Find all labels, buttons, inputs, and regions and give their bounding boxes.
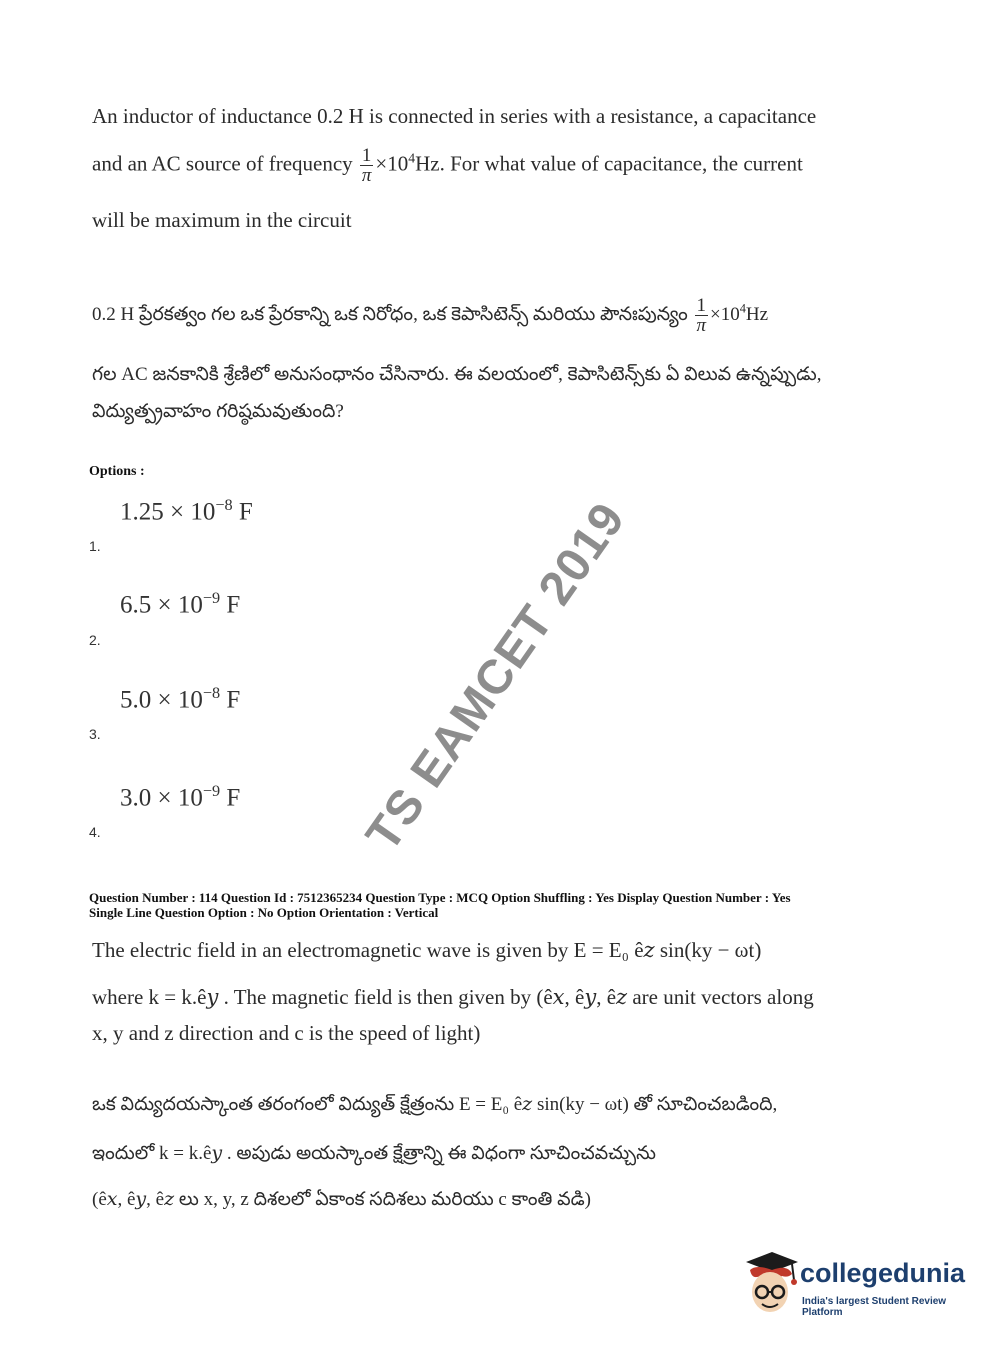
q1-english-line2-pre: and an AC source of frequency bbox=[92, 151, 353, 176]
option-2-number: 2. bbox=[89, 632, 101, 648]
q1-english-line1: An inductor of inductance 0.2 H is connected in series with a resistance, a capacitance bbox=[92, 104, 817, 128]
q2-english-line1: The electric field in an electromagnetic wave is given by E = E₀ ê𝑧 sin(ky − ωt) bbox=[92, 938, 762, 962]
question-meta-line1: Question Number : 114 Question Id : 7512365234 Question Type : MCQ Option Shuffling : Yes Display Question Number : Yes bbox=[89, 890, 791, 905]
question-meta-line2: Single Line Question Option : No Option Orientation : Vertical bbox=[89, 905, 439, 920]
options-label: Options : bbox=[89, 464, 145, 479]
option-2-value[interactable]: $6.5 \times 10^{-9}$ F bbox=[120, 589, 241, 619]
watermark: TS EAMCET 2019 bbox=[356, 493, 636, 861]
option-1-value[interactable]: $1.25 \times 10^{-8}$ F bbox=[120, 496, 253, 526]
option-3-number: 3. bbox=[89, 726, 101, 742]
q1-english-line3: will be maximum in the circuit bbox=[92, 208, 352, 232]
q1-telugu-line1: 0.2 H ప్రేరకత్వం గల ఒక ప్రేరకాన్ని ఒక నిరోధం, ఒక కెపాసిటెన్స్ మరియు పౌనఃపున్యం $\frac{1}{\pi}$ $\times 10^4Hz$ bbox=[92, 295, 769, 336]
telugu-frequency-fraction: $\frac{1}{\pi}$ bbox=[696, 295, 707, 336]
option-4-number: 4. bbox=[89, 824, 101, 840]
q2-telugu-line3: (ê𝑥, ê𝑦, ê𝑧 లు x, y, z దిశలలో ఏకాంక సదిశలు మరియు c కాంతి వడి) bbox=[92, 1189, 591, 1210]
frequency-fraction: $\frac{1}{\pi}$ bbox=[361, 145, 372, 186]
option-4-value[interactable]: $3.0 \times 10^{-9}$ F bbox=[120, 782, 241, 812]
logo-tagline: India's largest Student Review Platform bbox=[802, 1296, 947, 1318]
option-3-value[interactable]: $5.0 \times 10^{-8}$ F bbox=[120, 684, 241, 714]
student-mascot-icon bbox=[742, 1248, 800, 1318]
q2-telugu-line1: ఒక విద్యుదయస్కాంత తరంగంలో విద్యుత్ క్షేత్రంను E = E₀ ê𝑧 sin(ky − ωt) తో సూచించబడింది, bbox=[92, 1094, 778, 1115]
logo-name: collegedunia bbox=[800, 1258, 966, 1288]
collegedunia-logo[interactable] bbox=[742, 1248, 972, 1318]
q2-english-line3: x, y and z direction and c is the speed of light) bbox=[92, 1021, 481, 1045]
q1-telugu-line2: గల AC జనకానికి శ్రేణిలో అనుసంధానం చేసినారు. ఈ వలయంలో, కెపాసిటెన్స్‌కు ఏ విలువ ఉన్నప్పుడు, bbox=[92, 364, 822, 385]
q1-telugu-line3: విద్యుత్ప్రవాహం గరిష్ఠమవుతుంది? bbox=[92, 401, 344, 422]
option-1-number: 1. bbox=[89, 538, 101, 554]
q1-english-line2-post: . For what value of capacitance, the current bbox=[439, 151, 803, 176]
q1-english-line2: and an AC source of frequency $\frac{1}{\pi}$ $\times 10^4Hz$. For what value of capacitance, the current bbox=[92, 145, 803, 186]
q2-english-line2: where k = k.ê𝑦 . The magnetic field is then given by (ê𝑥, ê𝑦, ê𝑧 are unit vectors along bbox=[92, 985, 814, 1009]
q2-telugu-line2: ఇందులో k = k.ê𝑦 . అపుడు అయస్కాంత క్షేత్రాన్ని ఈ విధంగా సూచించవచ్చును bbox=[92, 1143, 656, 1164]
